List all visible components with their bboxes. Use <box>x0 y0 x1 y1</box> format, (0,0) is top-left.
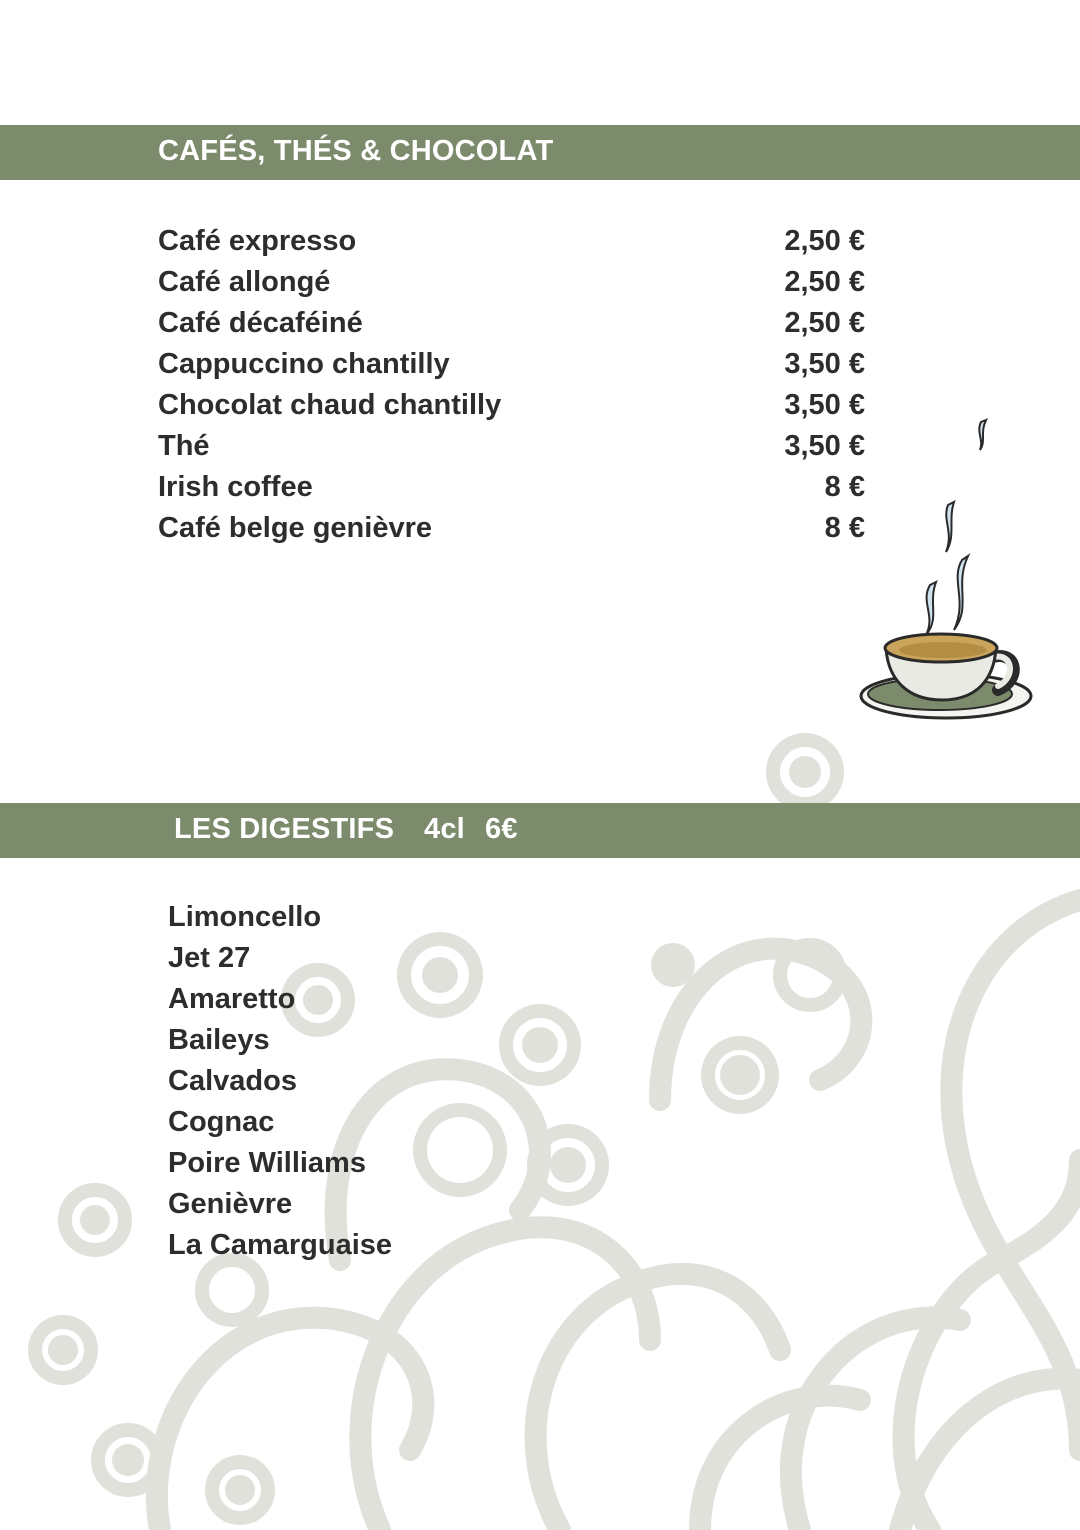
item-price: 2,50 € <box>784 225 865 257</box>
digestif-item <box>168 1020 568 1061</box>
digestif-item <box>168 1143 568 1184</box>
digestif-item <box>168 897 568 938</box>
menu-item <box>158 262 865 303</box>
item-price: 3,50 € <box>784 389 865 421</box>
digestifs-header-band <box>0 803 1080 858</box>
item-name: Limoncello <box>168 901 322 933</box>
menu-item <box>158 221 865 262</box>
item-name: Irish coffee <box>158 471 313 503</box>
item-name: Calvados <box>168 1065 297 1097</box>
item-price: 8 € <box>824 471 865 503</box>
item-price: 3,50 € <box>784 348 865 380</box>
menu-item <box>158 303 865 344</box>
digestif-item <box>168 1225 568 1266</box>
item-name: Thé <box>158 430 210 462</box>
item-name: Genièvre <box>168 1188 293 1220</box>
menu-item <box>158 426 865 467</box>
item-name: Jet 27 <box>168 942 251 974</box>
menu-item <box>158 508 865 549</box>
digestifs-section-title: LES DIGESTIFS <box>174 813 395 845</box>
item-name: La Camarguaise <box>168 1229 393 1261</box>
digestif-item <box>168 938 568 979</box>
item-name: Café allongé <box>158 266 331 298</box>
item-price: 2,50 € <box>784 266 865 298</box>
menu-item <box>158 344 865 385</box>
item-name: Chocolat chaud chantilly <box>158 389 502 421</box>
digestif-item <box>168 1102 568 1143</box>
item-price: 3,50 € <box>784 430 865 462</box>
coffee-cup-icon <box>850 410 1040 730</box>
item-name: Cognac <box>168 1106 275 1138</box>
item-name: Amaretto <box>168 983 296 1015</box>
digestif-item <box>168 979 568 1020</box>
item-name: Baileys <box>168 1024 270 1056</box>
item-price: 8 € <box>824 512 865 544</box>
digestif-item <box>168 1184 568 1225</box>
item-name: Café décaféiné <box>158 307 363 339</box>
menu-item <box>158 385 865 426</box>
digestif-item <box>168 1061 568 1102</box>
item-name: Poire Williams <box>168 1147 366 1179</box>
digestifs-volume: 4cl <box>424 813 465 845</box>
item-name: Café expresso <box>158 225 357 257</box>
item-name: Cappuccino chantilly <box>158 348 450 380</box>
item-price: 2,50 € <box>784 307 865 339</box>
digestifs-menu-list <box>168 897 568 1266</box>
digestifs-price: 6€ <box>485 813 518 845</box>
menu-item <box>158 467 865 508</box>
cafes-section-title: CAFÉS, THÉS & CHOCOLAT <box>158 135 554 167</box>
item-name: Café belge genièvre <box>158 512 432 544</box>
cafes-menu-list <box>158 221 865 549</box>
cafes-header-band <box>0 125 1080 180</box>
